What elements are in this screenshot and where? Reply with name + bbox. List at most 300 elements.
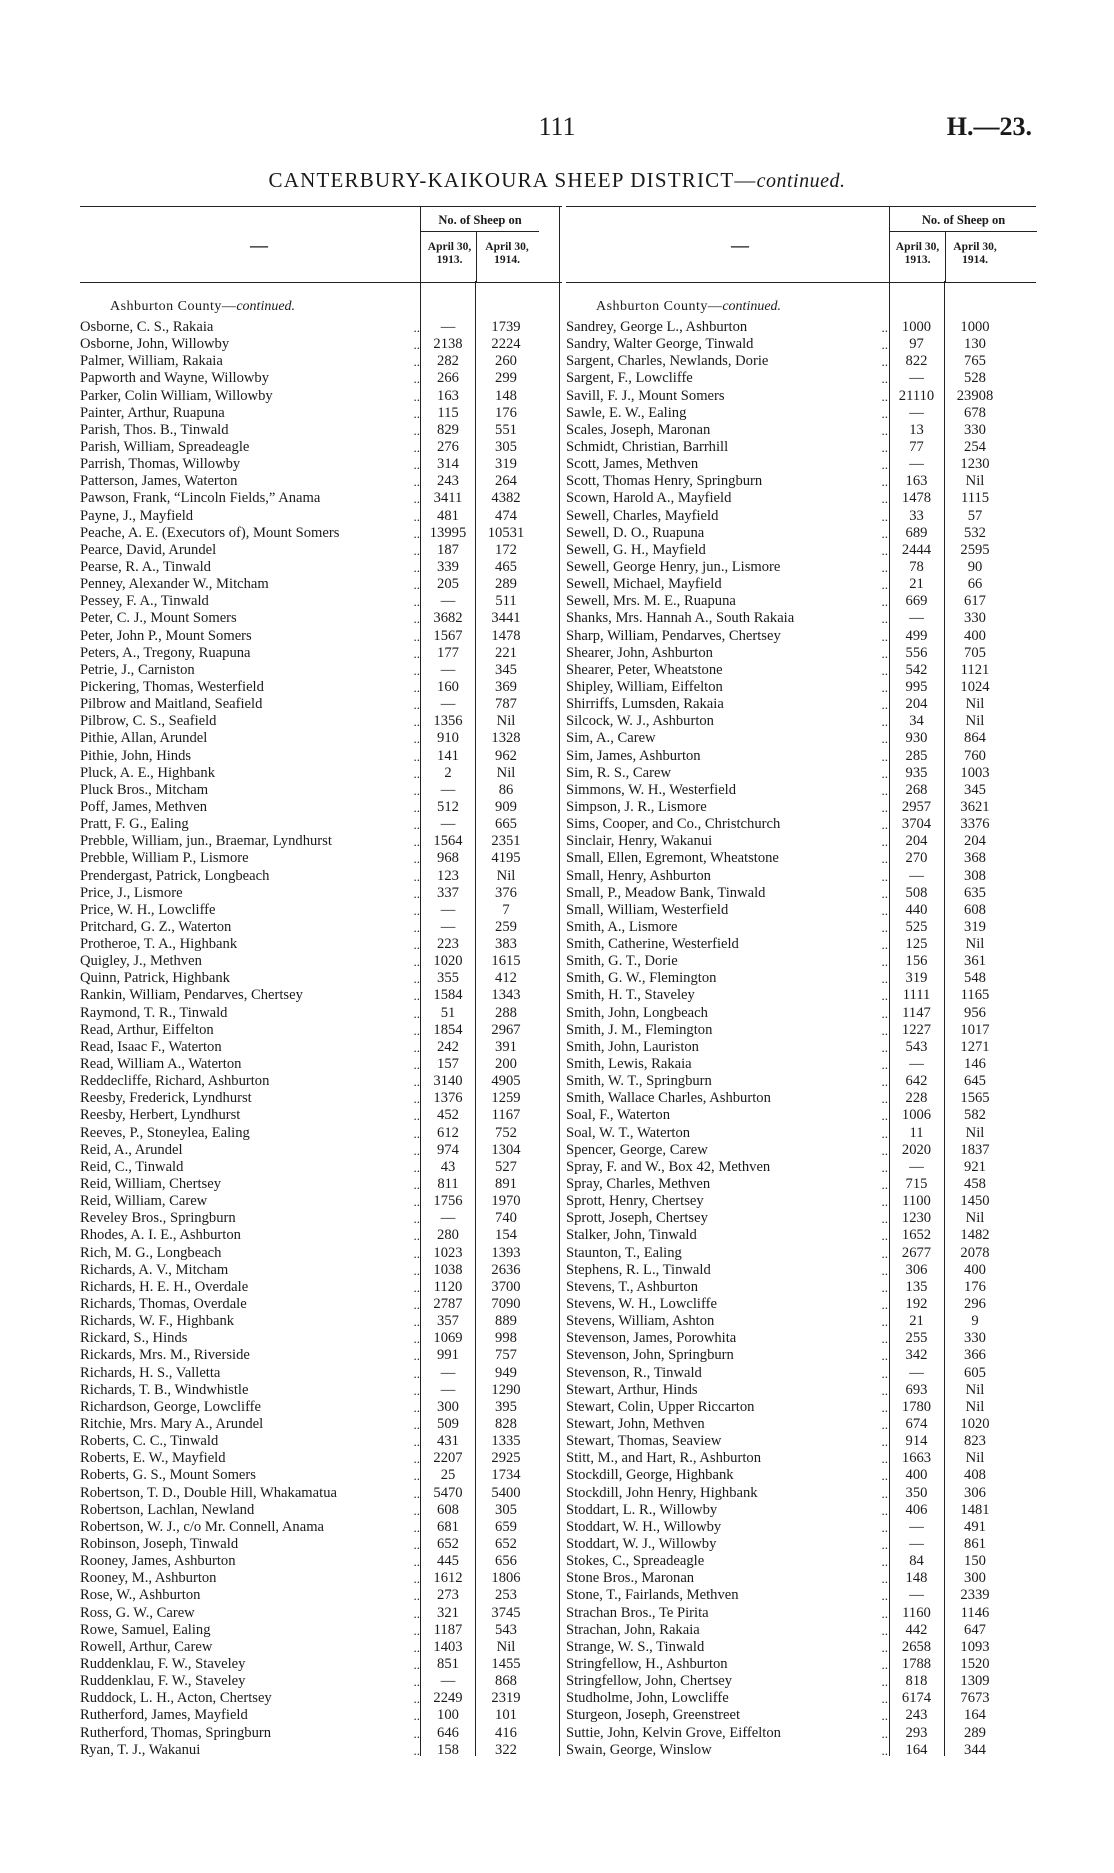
sheep-1914: 1970 bbox=[491, 1193, 521, 1210]
sheep-1913: 192 bbox=[905, 1296, 928, 1313]
sheep-1913: 242 bbox=[437, 1038, 459, 1055]
table-row bbox=[80, 1639, 562, 1656]
table-row bbox=[80, 405, 562, 422]
sheep-1914: 1290 bbox=[491, 1381, 521, 1398]
right-table bbox=[566, 206, 1036, 1759]
leader-dots: .. bbox=[881, 954, 888, 970]
sheep-1913: 715 bbox=[905, 1176, 928, 1193]
sheep-1913: 2 bbox=[444, 764, 452, 781]
sheep-1913: 689 bbox=[905, 524, 928, 541]
table-row bbox=[566, 456, 1036, 473]
owner-name: Scott, Thomas Henry, Springburn bbox=[566, 473, 763, 490]
sheep-1914: 740 bbox=[495, 1210, 517, 1227]
owner-name: Shipley, William, Eiffelton bbox=[566, 678, 723, 695]
table-row bbox=[80, 645, 562, 662]
table-row bbox=[566, 1536, 1036, 1553]
sheep-1914: 678 bbox=[964, 404, 986, 421]
table-row bbox=[566, 559, 1036, 576]
owner-name: Sims, Cooper, and Co., Christchurch bbox=[566, 816, 781, 833]
sheep-1913: 693 bbox=[905, 1381, 928, 1398]
leader-dots: .. bbox=[881, 782, 888, 798]
county-name: Ashburton County— bbox=[110, 299, 237, 314]
sheep-1913: 355 bbox=[437, 970, 459, 987]
sheep-1913: — bbox=[440, 593, 456, 610]
table-row bbox=[80, 1605, 562, 1622]
table-row bbox=[566, 936, 1036, 953]
sheep-1913: 669 bbox=[905, 593, 928, 610]
sheep-1913: 13 bbox=[909, 421, 924, 438]
table-row bbox=[566, 1433, 1036, 1450]
sheep-1913: 342 bbox=[905, 1347, 928, 1364]
leader-dots: .. bbox=[881, 1194, 888, 1210]
sheep-1913: 445 bbox=[437, 1553, 459, 1570]
owner-name: Roberts, E. W., Mayfield bbox=[80, 1450, 226, 1467]
leader-dots: .. bbox=[881, 1451, 888, 1467]
sheep-1913: 818 bbox=[905, 1673, 928, 1690]
sheep-1914: 868 bbox=[495, 1673, 517, 1690]
owner-name: Smith, Lewis, Rakaia bbox=[566, 1056, 692, 1073]
table-row bbox=[80, 1433, 562, 1450]
table-row bbox=[566, 1347, 1036, 1364]
sheep-1913: 509 bbox=[437, 1416, 459, 1432]
sheep-1914: Nil bbox=[965, 1450, 985, 1467]
sheep-1914: 4195 bbox=[491, 850, 521, 867]
sheep-1913: 2444 bbox=[901, 541, 932, 558]
sheep-1913: 321 bbox=[437, 1604, 459, 1621]
owner-name: Studholme, John, Lowcliffe bbox=[566, 1690, 729, 1707]
sheep-1913: 78 bbox=[909, 558, 924, 575]
sheep-1913: — bbox=[909, 404, 924, 421]
sheep-1913: 1000 bbox=[901, 319, 932, 335]
owner-name: Scales, Joseph, Maronan bbox=[566, 421, 711, 438]
sheep-1913: 674 bbox=[905, 1416, 928, 1432]
leader-dots: .. bbox=[413, 885, 420, 901]
owner-name: Spray, F. and W., Box 42, Methven bbox=[566, 1158, 771, 1175]
sheep-1913: 3140 bbox=[433, 1073, 463, 1090]
leader-dots: .. bbox=[881, 1399, 888, 1415]
sheep-1913: 1006 bbox=[901, 1107, 932, 1124]
leader-dots: .. bbox=[881, 1742, 888, 1758]
leader-dots: .. bbox=[881, 1536, 888, 1552]
sheep-1913: 543 bbox=[905, 1038, 928, 1055]
sheep-1913: — bbox=[909, 1518, 924, 1535]
table-row bbox=[80, 1279, 562, 1296]
table-row bbox=[566, 1656, 1036, 1673]
sheep-1914: Nil bbox=[496, 1638, 516, 1655]
sheep-1913: 164 bbox=[905, 1741, 928, 1758]
owner-name: Ritchie, Mrs. Mary A., Arundel bbox=[80, 1416, 264, 1432]
leader-dots: .. bbox=[413, 1057, 420, 1073]
leader-dots: .. bbox=[881, 1279, 888, 1295]
leader-dots: .. bbox=[881, 559, 888, 575]
sheep-1913: 123 bbox=[437, 867, 459, 884]
sheep-1914: 7090 bbox=[491, 1296, 521, 1313]
sheep-1914: 368 bbox=[964, 850, 986, 867]
sheep-1913: 442 bbox=[905, 1621, 928, 1638]
table-row bbox=[80, 1107, 562, 1124]
sheep-1913: 1788 bbox=[901, 1655, 932, 1672]
sheep-1913: 452 bbox=[437, 1107, 459, 1124]
sheep-1914: 889 bbox=[495, 1313, 517, 1330]
sheep-1913: 100 bbox=[437, 1707, 459, 1724]
table-row bbox=[80, 1056, 562, 1073]
table-row bbox=[80, 1330, 562, 1347]
sheep-1914: 150 bbox=[964, 1553, 986, 1570]
sheep-1913: 3682 bbox=[433, 610, 463, 627]
county-name: Ashburton County— bbox=[596, 299, 723, 314]
owner-name: Parish, Thos. B., Tinwald bbox=[80, 421, 229, 438]
sheep-1913: 350 bbox=[905, 1484, 928, 1501]
sheep-1914: 1734 bbox=[491, 1467, 521, 1484]
leader-dots: .. bbox=[413, 799, 420, 815]
table-row bbox=[566, 1605, 1036, 1622]
table-row bbox=[80, 508, 562, 525]
leader-dots: .. bbox=[413, 1039, 420, 1055]
sheep-1913: — bbox=[909, 1364, 924, 1381]
leader-dots: .. bbox=[881, 1605, 888, 1621]
table-row bbox=[566, 730, 1036, 747]
sheep-1914: 4905 bbox=[491, 1073, 521, 1090]
sheep-1914: Nil bbox=[496, 867, 516, 884]
owner-name: Poff, James, Methven bbox=[80, 798, 208, 815]
sheep-1913: 542 bbox=[905, 661, 928, 678]
sheep-1913: 270 bbox=[905, 850, 928, 867]
sheep-1913: 1120 bbox=[433, 1278, 463, 1295]
table-row bbox=[566, 610, 1036, 627]
leader-dots: .. bbox=[413, 988, 420, 1004]
leader-dots: .. bbox=[413, 422, 420, 438]
owner-name: Sawle, E. W., Ealing bbox=[566, 404, 687, 421]
sheep-1914: 176 bbox=[495, 404, 517, 421]
table-row bbox=[566, 1245, 1036, 1262]
sheep-1914: 57 bbox=[967, 507, 983, 524]
table-header bbox=[566, 206, 1036, 283]
leader-dots: .. bbox=[881, 405, 888, 421]
sheep-1914: 1024 bbox=[960, 678, 990, 695]
sheep-1913: 1356 bbox=[433, 713, 463, 730]
owner-name: Stevenson, R., Tinwald bbox=[566, 1364, 702, 1381]
owner-name: Price, J., Lismore bbox=[80, 884, 183, 901]
owner-name: Reddecliffe, Richard, Ashburton bbox=[80, 1073, 270, 1090]
page-number: 111 bbox=[538, 112, 576, 141]
owner-name: Protheroe, T. A., Highbank bbox=[80, 936, 238, 953]
leader-dots: .. bbox=[881, 577, 888, 593]
owner-name: Roberts, C. C., Tinwald bbox=[80, 1433, 219, 1450]
leader-dots: .. bbox=[413, 559, 420, 575]
owner-name: Price, W. H., Lowcliffe bbox=[80, 901, 216, 918]
sheep-1914: 305 bbox=[495, 1501, 517, 1518]
owner-name: Swain, George, Winslow bbox=[566, 1741, 712, 1758]
table-row bbox=[80, 748, 562, 765]
sheep-1914: 264 bbox=[495, 473, 517, 490]
sheep-1914: 176 bbox=[964, 1278, 986, 1295]
table-row bbox=[80, 1176, 562, 1193]
sheep-1913: 157 bbox=[437, 1056, 459, 1073]
owner-name: Osborne, C. S., Rakaia bbox=[80, 319, 214, 335]
owner-name: Stalker, John, Tinwald bbox=[566, 1227, 697, 1244]
sheep-1914: 416 bbox=[495, 1724, 517, 1741]
leader-dots: .. bbox=[881, 1656, 888, 1672]
sheep-1913: 991 bbox=[437, 1347, 459, 1364]
owner-name: Sewell, Mrs. M. E., Ruapuna bbox=[566, 593, 736, 610]
table-row bbox=[80, 936, 562, 953]
owner-name: Richards, H. S., Valletta bbox=[80, 1364, 221, 1381]
leader-dots: .. bbox=[881, 1057, 888, 1073]
sheep-1913: — bbox=[909, 1158, 924, 1175]
leader-dots: .. bbox=[881, 1674, 888, 1690]
sheep-1914: 1146 bbox=[960, 1604, 990, 1621]
table-row bbox=[80, 1656, 562, 1673]
leader-dots: .. bbox=[413, 1142, 420, 1158]
owner-name: Palmer, William, Rakaia bbox=[80, 353, 223, 370]
leader-dots: .. bbox=[881, 714, 888, 730]
sheep-1914: 288 bbox=[495, 1004, 517, 1021]
leader-dots: .. bbox=[881, 851, 888, 867]
table-row bbox=[80, 1347, 562, 1364]
table-row bbox=[80, 816, 562, 833]
sheep-1913: 273 bbox=[437, 1587, 459, 1604]
leader-dots: .. bbox=[413, 1091, 420, 1107]
table-row bbox=[566, 816, 1036, 833]
owner-name: Papworth and Wayne, Willowby bbox=[80, 370, 270, 387]
leader-dots: .. bbox=[881, 491, 888, 507]
leader-dots: .. bbox=[881, 474, 888, 490]
leader-dots: .. bbox=[413, 1348, 420, 1364]
left-table bbox=[80, 206, 562, 1759]
leader-dots: .. bbox=[881, 439, 888, 455]
leader-dots: .. bbox=[881, 1485, 888, 1501]
leader-dots: .. bbox=[881, 748, 888, 764]
owner-name: Rickards, Mrs. M., Riverside bbox=[80, 1347, 250, 1364]
sheep-1913: — bbox=[909, 456, 924, 473]
sheep-1913: 652 bbox=[437, 1535, 459, 1552]
title-main: CANTERBURY-KAIKOURA SHEEP DISTRICT— bbox=[268, 168, 757, 192]
owner-name: Reesby, Frederick, Lyndhurst bbox=[80, 1090, 252, 1107]
leader-dots: .. bbox=[413, 388, 420, 404]
sheep-1914: 330 bbox=[964, 610, 986, 627]
sheep-1914: 308 bbox=[964, 867, 986, 884]
owner-name: Richards, T. B., Windwhistle bbox=[80, 1381, 249, 1398]
leader-dots: .. bbox=[881, 697, 888, 713]
sheep-1913: — bbox=[440, 781, 456, 798]
leader-dots: .. bbox=[413, 868, 420, 884]
leader-dots: .. bbox=[881, 1708, 888, 1724]
table-row bbox=[566, 1502, 1036, 1519]
leader-dots: .. bbox=[413, 679, 420, 695]
sheep-1913: 51 bbox=[440, 1004, 456, 1021]
sheep-1913: 1663 bbox=[901, 1450, 932, 1467]
sheep-1914: 659 bbox=[495, 1518, 517, 1535]
leader-dots: .. bbox=[881, 1468, 888, 1484]
leader-dots: .. bbox=[881, 1091, 888, 1107]
table-row bbox=[566, 868, 1036, 885]
sheep-1913: 282 bbox=[437, 353, 459, 370]
table-row bbox=[80, 353, 562, 370]
owner-name: Stockdill, George, Highbank bbox=[566, 1467, 734, 1484]
sheep-1914: 260 bbox=[495, 353, 517, 370]
table-row bbox=[566, 405, 1036, 422]
owner-name: Stewart, Thomas, Seaview bbox=[566, 1433, 722, 1450]
owner-name: Stringfellow, H., Ashburton bbox=[566, 1655, 728, 1672]
sheep-1914: 383 bbox=[495, 936, 517, 953]
sheep-1914: Nil bbox=[965, 936, 985, 953]
leader-dots: .. bbox=[881, 1228, 888, 1244]
table-row bbox=[80, 1313, 562, 1330]
owner-name: Parrish, Thomas, Willowby bbox=[80, 456, 241, 473]
sheep-1913: 1227 bbox=[901, 1021, 932, 1038]
owner-name: Prebble, William, jun., Braemar, Lyndhurst bbox=[80, 833, 332, 850]
leader-dots: .. bbox=[413, 1228, 420, 1244]
leader-dots: .. bbox=[413, 731, 420, 747]
table-row bbox=[80, 1227, 562, 1244]
leader-dots: .. bbox=[881, 885, 888, 901]
table-row bbox=[80, 370, 562, 387]
leader-dots: .. bbox=[413, 817, 420, 833]
table-row bbox=[566, 1399, 1036, 1416]
owner-name: Reid, C., Tinwald bbox=[80, 1158, 184, 1175]
sheep-1913: 811 bbox=[437, 1176, 459, 1193]
sheep-1913: 935 bbox=[905, 764, 928, 781]
table-row bbox=[80, 1245, 562, 1262]
owner-name: Stevens, T., Ashburton bbox=[566, 1278, 699, 1295]
leader-dots: .. bbox=[881, 1331, 888, 1347]
table-row bbox=[80, 1502, 562, 1519]
leader-dots: .. bbox=[881, 457, 888, 473]
leader-dots: .. bbox=[413, 474, 420, 490]
sheep-1914: 366 bbox=[964, 1347, 986, 1364]
sheep-1914: Nil bbox=[965, 1398, 985, 1415]
owner-name: Sim, James, Ashburton bbox=[566, 747, 701, 764]
leader-dots: .. bbox=[413, 954, 420, 970]
sheep-1913: 228 bbox=[905, 1090, 928, 1107]
page-title bbox=[0, 168, 1114, 193]
owner-name: Stevens, W. H., Lowcliffe bbox=[566, 1296, 717, 1313]
owner-name: Parish, William, Spreadeagle bbox=[80, 438, 250, 455]
leader-dots: .. bbox=[413, 1742, 420, 1758]
sheep-1914: 3700 bbox=[491, 1278, 521, 1295]
table-row bbox=[80, 1399, 562, 1416]
sheep-1914: 1565 bbox=[960, 1090, 990, 1107]
owner-name: Pawson, Frank, “Lincoln Fields,” Anama bbox=[80, 490, 321, 507]
table-row bbox=[566, 1142, 1036, 1159]
sheep-1914: 90 bbox=[967, 558, 983, 575]
owner-name: Peter, C. J., Mount Somers bbox=[80, 610, 237, 627]
sheep-1914: 1020 bbox=[960, 1416, 990, 1432]
sheep-1914: 551 bbox=[495, 421, 517, 438]
owner-name: Sewell, G. H., Mayfield bbox=[566, 541, 706, 558]
table-row bbox=[566, 987, 1036, 1004]
leader-dots: .. bbox=[881, 1005, 888, 1021]
owner-name: Rose, W., Ashburton bbox=[80, 1587, 201, 1604]
owner-name: Simpson, J. R., Lismore bbox=[566, 798, 707, 815]
sheep-1913: — bbox=[440, 1210, 456, 1227]
sheep-1914: 148 bbox=[495, 387, 517, 404]
owner-name: Scown, Harold A., Mayfield bbox=[566, 490, 732, 507]
sheep-1913: — bbox=[440, 1364, 456, 1381]
sheep-1914: 1093 bbox=[960, 1638, 990, 1655]
leader-dots: .. bbox=[413, 594, 420, 610]
sheep-1913: — bbox=[440, 816, 456, 833]
sheep-1914: 956 bbox=[964, 1004, 986, 1021]
table-row bbox=[80, 799, 562, 816]
table-row bbox=[80, 456, 562, 473]
owner-name: Staunton, T., Ealing bbox=[566, 1244, 682, 1261]
sheep-1914: 652 bbox=[495, 1535, 517, 1552]
sheep-1913: 2207 bbox=[433, 1450, 463, 1467]
sheep-1913: 255 bbox=[905, 1330, 928, 1347]
sheep-1913: — bbox=[440, 901, 456, 918]
sheep-1914: 391 bbox=[495, 1038, 517, 1055]
owner-name: Smith, W. T., Springburn bbox=[566, 1073, 712, 1090]
leader-dots: .. bbox=[413, 1194, 420, 1210]
sheep-1913: 642 bbox=[905, 1073, 928, 1090]
leader-dots: .. bbox=[413, 1708, 420, 1724]
sheep-1913: 1478 bbox=[901, 490, 932, 507]
sheep-1914: 296 bbox=[964, 1296, 986, 1313]
owner-name: Reid, A., Arundel bbox=[80, 1141, 183, 1158]
leader-dots: .. bbox=[413, 1108, 420, 1124]
sheep-1913: 5470 bbox=[433, 1484, 463, 1501]
sheep-1914: 330 bbox=[964, 421, 986, 438]
owner-name: Stokes, C., Spreadeagle bbox=[566, 1553, 705, 1570]
sheep-1913: 34 bbox=[909, 713, 924, 730]
table-row bbox=[80, 593, 562, 610]
owner-name: Stevens, William, Ashton bbox=[566, 1313, 715, 1330]
leader-dots: .. bbox=[413, 1502, 420, 1518]
table-row bbox=[566, 885, 1036, 902]
table-row bbox=[80, 1553, 562, 1570]
leader-dots: .. bbox=[881, 1622, 888, 1638]
table-row bbox=[80, 1296, 562, 1313]
owner-name: Ross, G. W., Carew bbox=[80, 1604, 195, 1621]
leader-dots: .. bbox=[413, 1725, 420, 1741]
sheep-1914: 204 bbox=[964, 833, 986, 850]
table-row bbox=[566, 1690, 1036, 1707]
leader-dots: .. bbox=[413, 1622, 420, 1638]
sheep-1914: 221 bbox=[495, 644, 517, 661]
sheep-1913: — bbox=[909, 610, 924, 627]
sheep-1913: 1780 bbox=[901, 1398, 932, 1415]
table-row bbox=[566, 1382, 1036, 1399]
owner-name: Richards, Thomas, Overdale bbox=[80, 1296, 247, 1313]
leader-dots: .. bbox=[413, 1314, 420, 1330]
owner-name: Pearce, David, Arundel bbox=[80, 541, 217, 558]
owner-name: Smith, G. W., Flemington bbox=[566, 970, 717, 987]
table-row bbox=[80, 1485, 562, 1502]
leader-dots: .. bbox=[413, 765, 420, 781]
owner-name: Rankin, William, Pendarves, Chertsey bbox=[80, 987, 303, 1004]
table-row bbox=[566, 1022, 1036, 1039]
sheep-1913: 77 bbox=[909, 438, 924, 455]
header-1914: April 30, 1914. bbox=[953, 241, 997, 266]
leader-dots: .. bbox=[413, 1639, 420, 1655]
table-row bbox=[566, 1330, 1036, 1347]
leader-dots: .. bbox=[413, 320, 420, 335]
sheep-1914: 259 bbox=[495, 918, 517, 935]
sheep-1913: 339 bbox=[437, 558, 459, 575]
sheep-1914: 306 bbox=[964, 1484, 986, 1501]
table-row bbox=[566, 370, 1036, 387]
table-row bbox=[566, 576, 1036, 593]
sheep-1913: 306 bbox=[905, 1261, 928, 1278]
table-row bbox=[566, 336, 1036, 353]
owner-name: Parker, Colin William, Willowby bbox=[80, 387, 273, 404]
leader-dots: .. bbox=[413, 902, 420, 918]
leader-dots: .. bbox=[881, 868, 888, 884]
table-row bbox=[566, 1622, 1036, 1639]
table-row bbox=[566, 662, 1036, 679]
table-row bbox=[566, 833, 1036, 850]
